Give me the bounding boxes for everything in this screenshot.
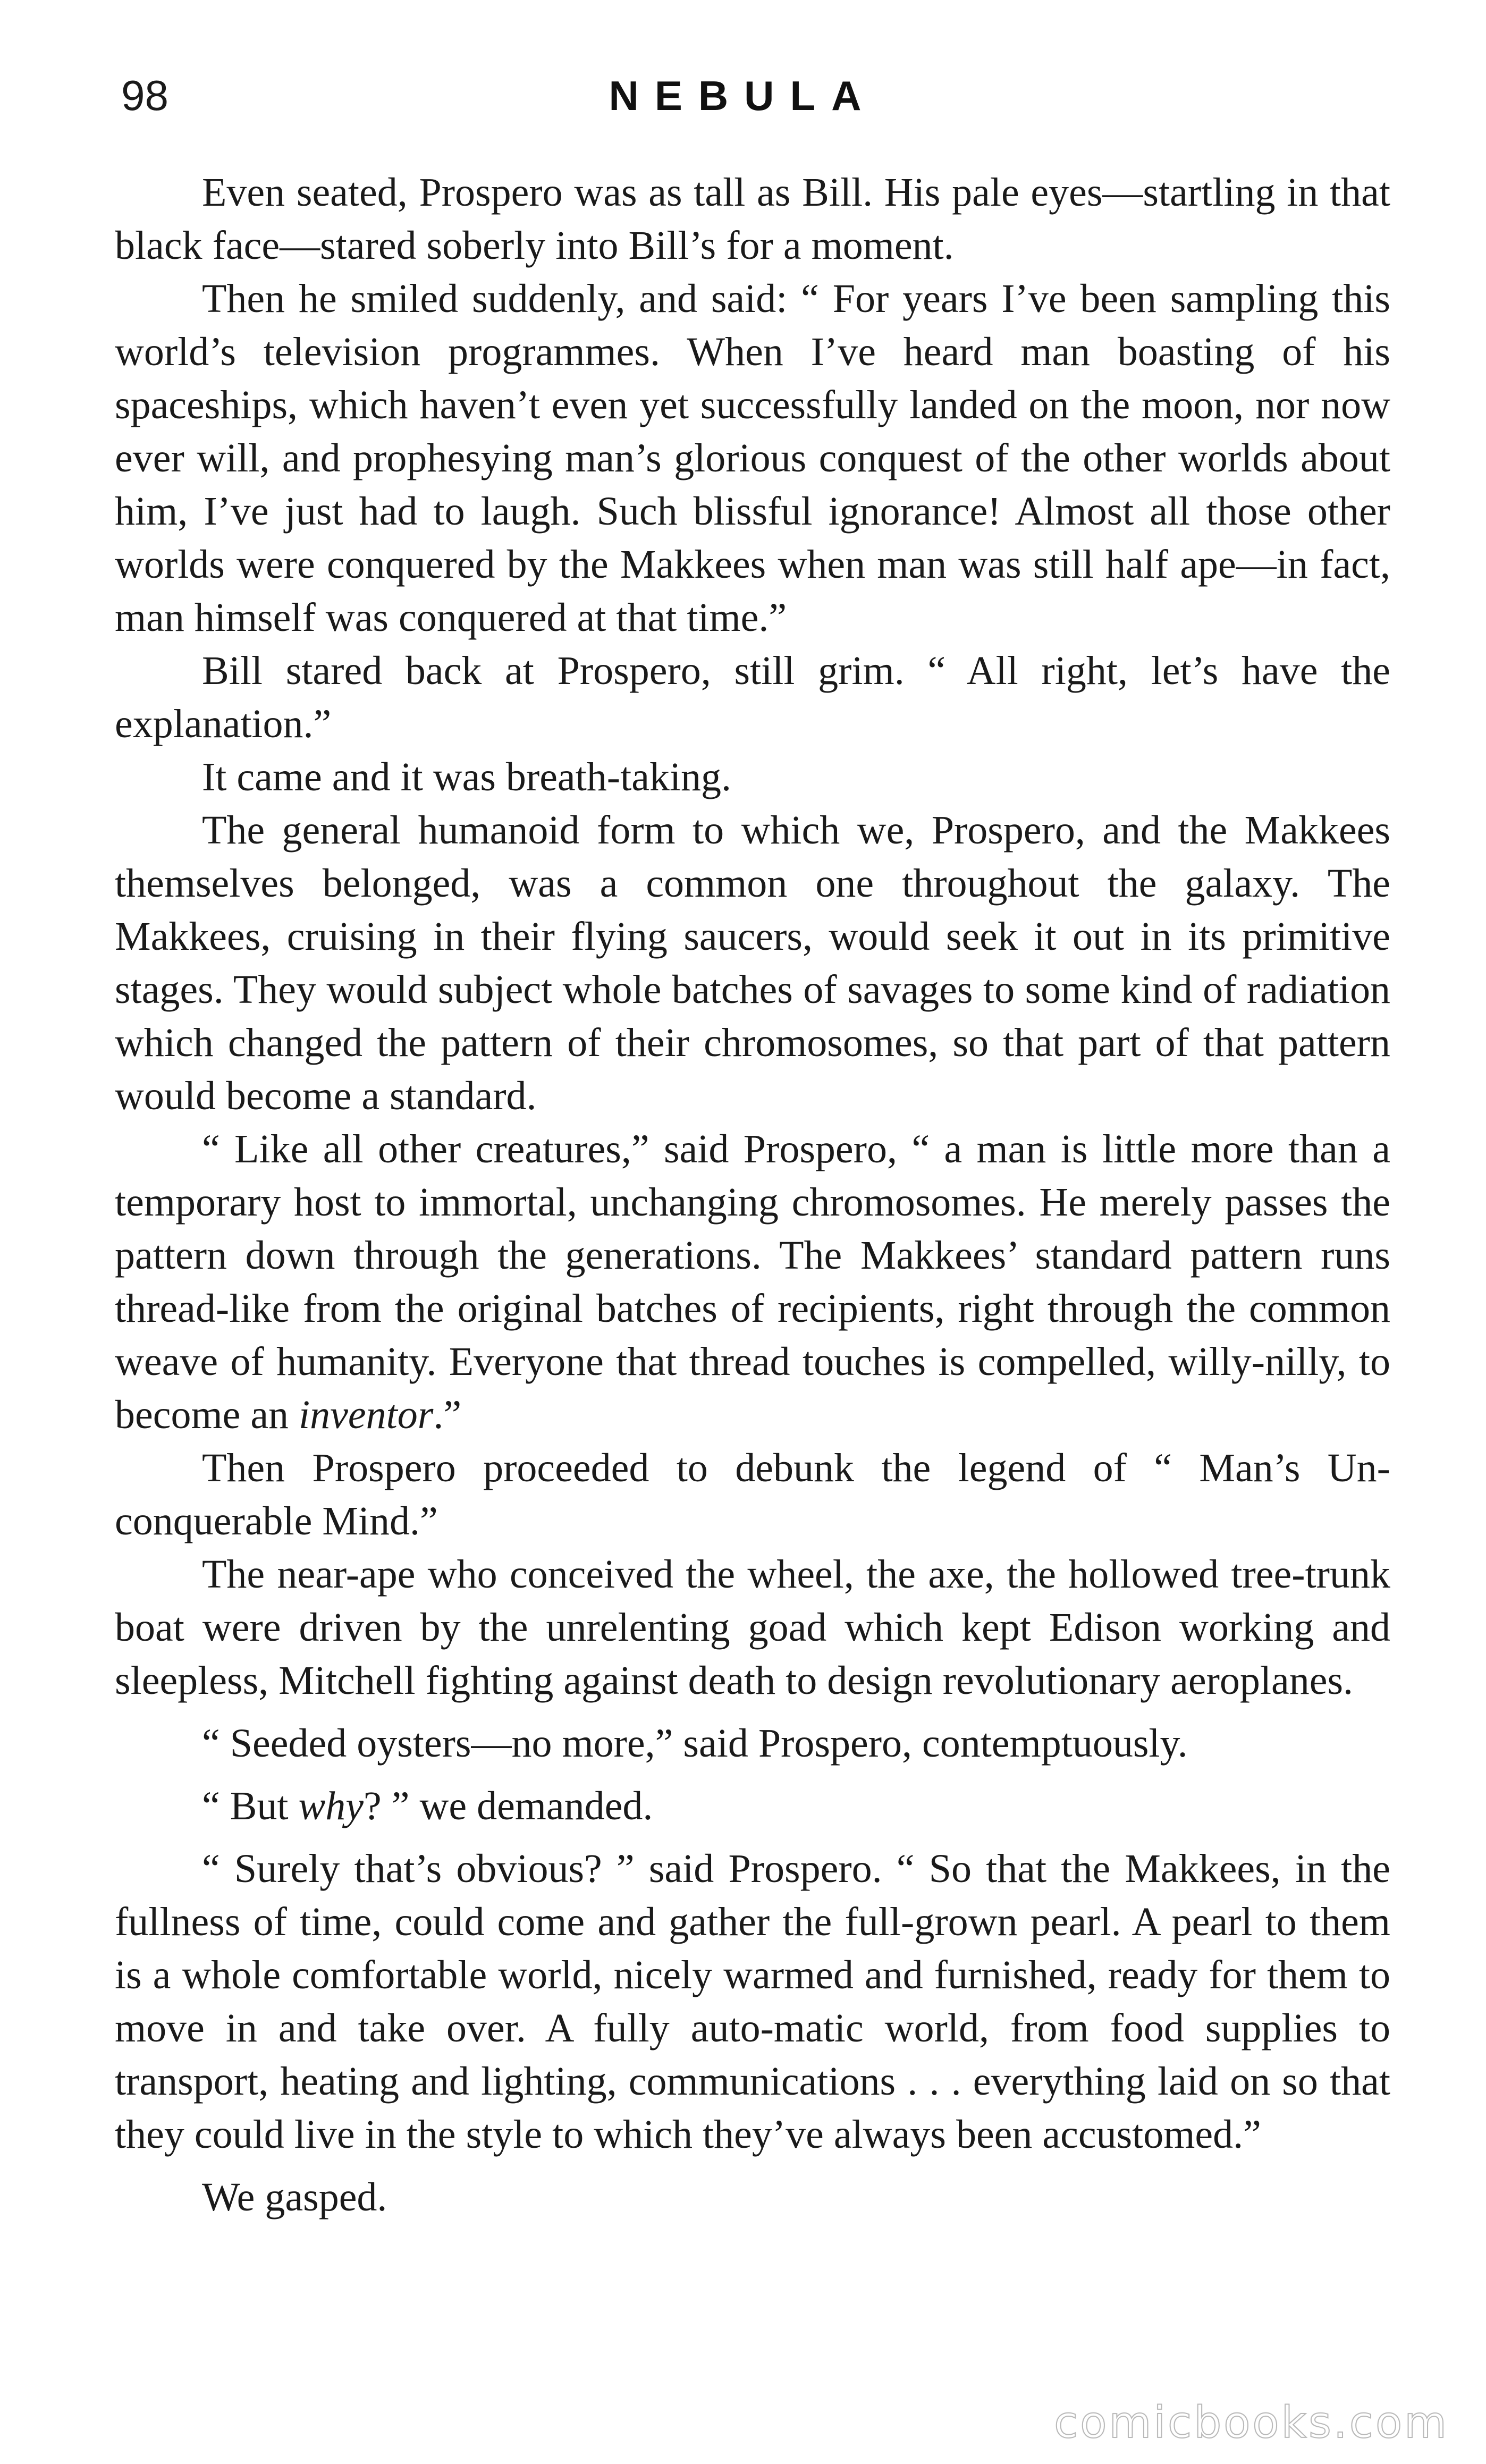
paragraph [115,1123,1390,1441]
paragraph: “ Surely that’s obvious? ” said Prospero. “ So that the Makkees, in the fullness of time, could come and gather the full-grown pearl. A pearl to them is a whole comfortable world, nicely warmed and furnished, ready for them to move in and take over. A fully auto-matic world, from food supplies to transport, heating and lighting, communications . . . everything laid on so that they could live in the style to which they’ve always been accustomed.” [115,1846,1390,2157]
site-watermark: comicbooks.com [1054,2398,1449,2448]
page-header [0,64,1486,128]
paragraph-text: ? ” we demanded. [363,1784,653,1828]
paragraph-text: “ But [202,1784,299,1828]
running-head: NEBULA [609,72,877,119]
paragraph: Then Prospero proceeded to debunk the legend of “ Man’s Un-conquerable Mind.” [115,1446,1390,1543]
italic-word: inventor [299,1393,434,1437]
paragraph-text: “ Like all other creatures,” said Prospero, “ a man is little more than a temporary host to immortal, unchanging chromosomes. He merely passes the pattern down through the generations. The Makkees’ standard pattern runs thread-like from the original batches of recipients, right through the common weave of humanity. Everyone that thread touches is compelled, willy-nilly, to become an [115,1127,1390,1437]
paragraph: Even seated, Prospero was as tall as Bill. His pale eyes—startling in that black face—stared soberly into Bill’s for a moment. [115,170,1390,268]
page-number: 98 [121,72,168,119]
paragraph: “ Seeded oysters—no more,” said Prospero, contemptuously. [202,1721,1188,1766]
italic-word: why [298,1784,364,1828]
paragraph [115,1779,1390,1833]
paragraph-text: .” [433,1393,462,1437]
paragraph: We gasped. [202,2175,387,2220]
paragraph: It came and it was breath-taking. [202,755,732,799]
paragraph: The general humanoid form to which we, Prospero, and the Makkees themselves belonged, was a common one throughout the galaxy. The Makkees, cruising in their flying saucers, would seek it out in its primitive stages. They would subject whole batches of savages to some kind of radiation which changed the pattern of their chromosomes, so that part of that pattern would become a standard. [115,808,1390,1118]
paragraph: Bill stared back at Prospero, still grim. “ All right, let’s have the explanation.” [115,648,1390,746]
paragraph: The near-ape who conceived the wheel, the axe, the hollowed tree-trunk boat were driven by the unrelenting goad which kept Edison working and sleepless, Mitchell fighting against death to design revolutionary aeroplanes. [115,1552,1390,1703]
paragraph: Then he smiled suddenly, and said: “ For years I’ve been sampling this world’s television programmes. When I’ve heard man boasting of his spaceships, which haven’t even yet successfully landed on the moon, nor now ever will, and prophesying man’s glorious conquest of the other worlds about him, I’ve just had to laugh. Such blissful ignorance! Almost all those other worlds were conquered by the Makkees when man was still half ape—in fact, man himself was conquered at that time.” [115,276,1390,640]
body-text [115,166,1390,2224]
